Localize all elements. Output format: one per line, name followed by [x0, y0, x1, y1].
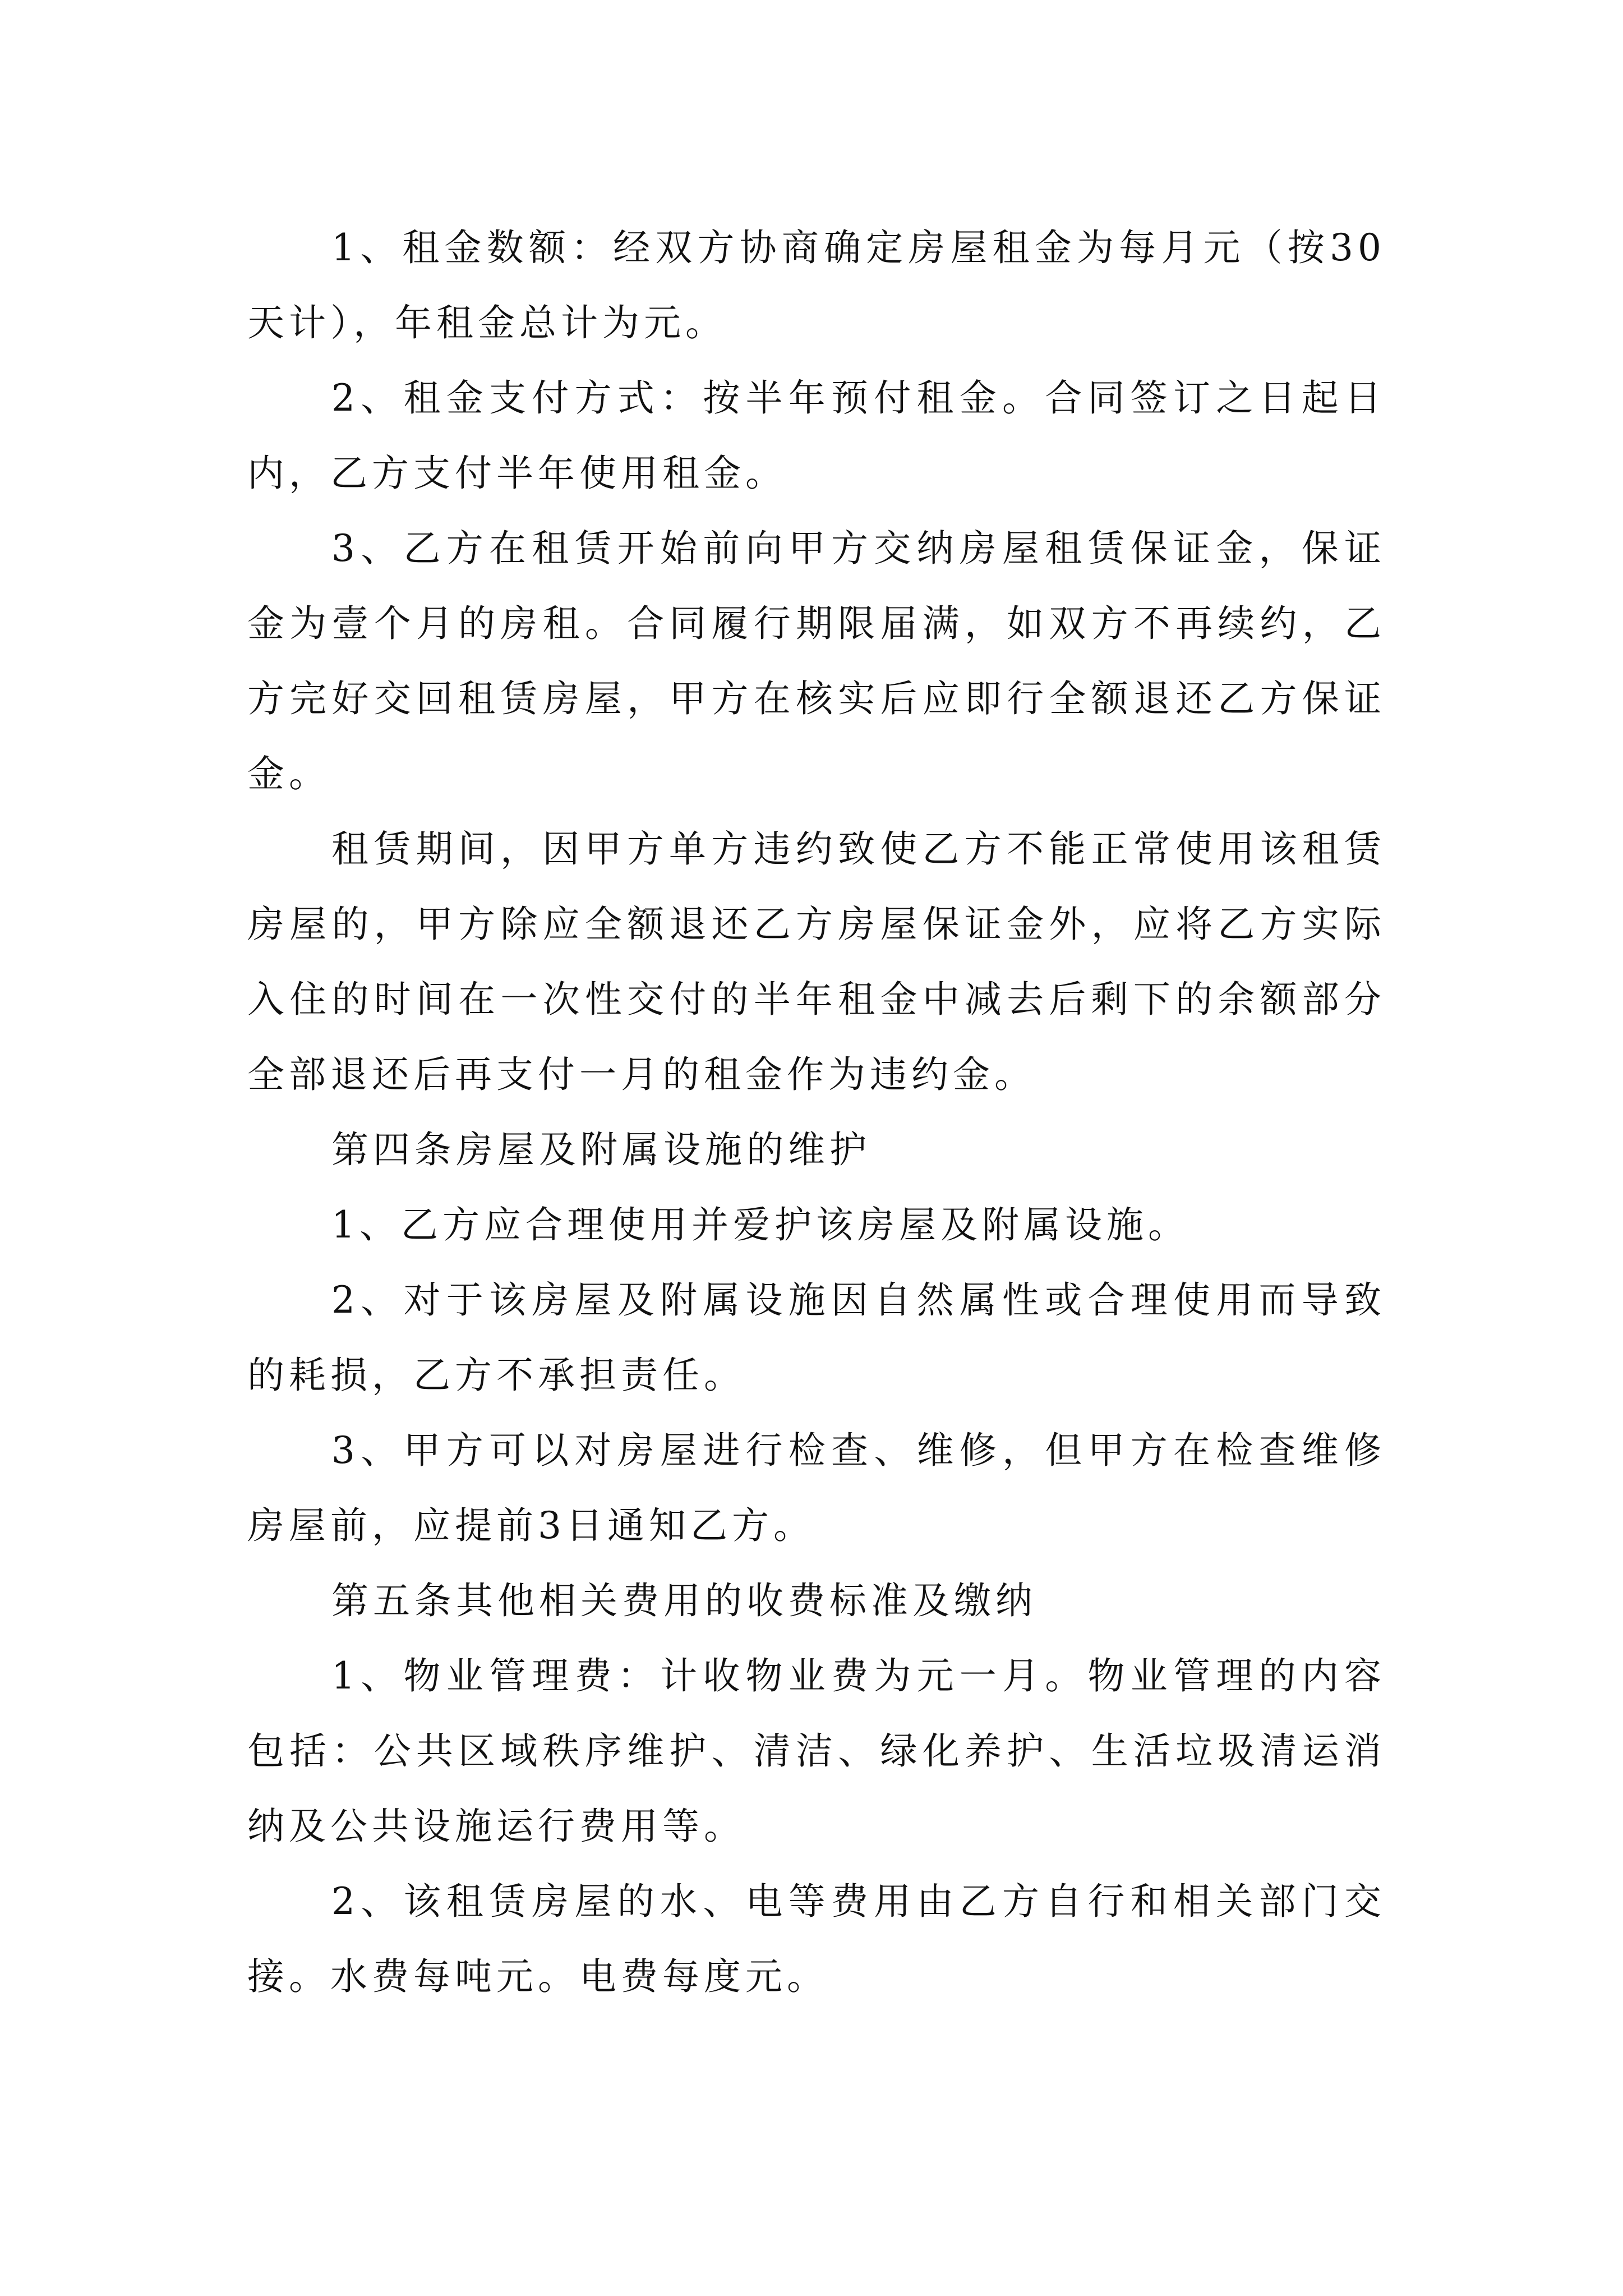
paragraph-proper-use: 1、乙方应合理使用并爱护该房屋及附属设施。 — [331, 1203, 1189, 1246]
paragraph-rent-amount: 1、租金数额：经双方协商确定房屋租金为每月元（按30天计），年租金总计为元。 — [247, 226, 1386, 344]
document-body — [247, 210, 1386, 2014]
paragraph-wear-and-tear: 2、对于该房屋及附属设施因自然属性或合理使用而导致的耗损，乙方不承担责任。 — [247, 1278, 1386, 1397]
heading-article-four: 第四条房屋及附属设施的维护 — [331, 1128, 871, 1171]
heading-article-five: 第五条其他相关费用的收费标准及缴纳 — [331, 1579, 1037, 1622]
paragraph-inspection: 3、甲方可以对房屋进行检查、维修，但甲方在检查维修房屋前，应提前3日通知乙方。 — [247, 1429, 1386, 1547]
paragraph-deposit: 3、乙方在租赁开始前向甲方交纳房屋租赁保证金，保证金为壹个月的房租。合同履行期限届满，如双方不再续约，乙方完好交回租赁房屋，甲方在核实后应即行全额退还乙方保证金。 — [247, 527, 1386, 795]
paragraph-utilities: 2、该租赁房屋的水、电等费用由乙方自行和相关部门交接。水费每吨元。电费每度元。 — [247, 1880, 1386, 1998]
paragraph-payment-method: 2、租金支付方式：按半年预付租金。合同签订之日起日内，乙方支付半年使用租金。 — [247, 376, 1386, 495]
paragraph-property-fee: 1、物业管理费：计收物业费为元一月。物业管理的内容包括：公共区域秩序维护、清洁、绿化养护、生活垃圾清运消纳及公共设施运行费用等。 — [247, 1654, 1386, 1848]
paragraph-breach: 租赁期间，因甲方单方违约致使乙方不能正常使用该租赁房屋的，甲方除应全额退还乙方房屋保证金外，应将乙方实际入住的时间在一次性交付的半年租金中减去后剩下的余额部分全部退还后再支付一月的租金作为违约金。 — [247, 827, 1386, 1096]
